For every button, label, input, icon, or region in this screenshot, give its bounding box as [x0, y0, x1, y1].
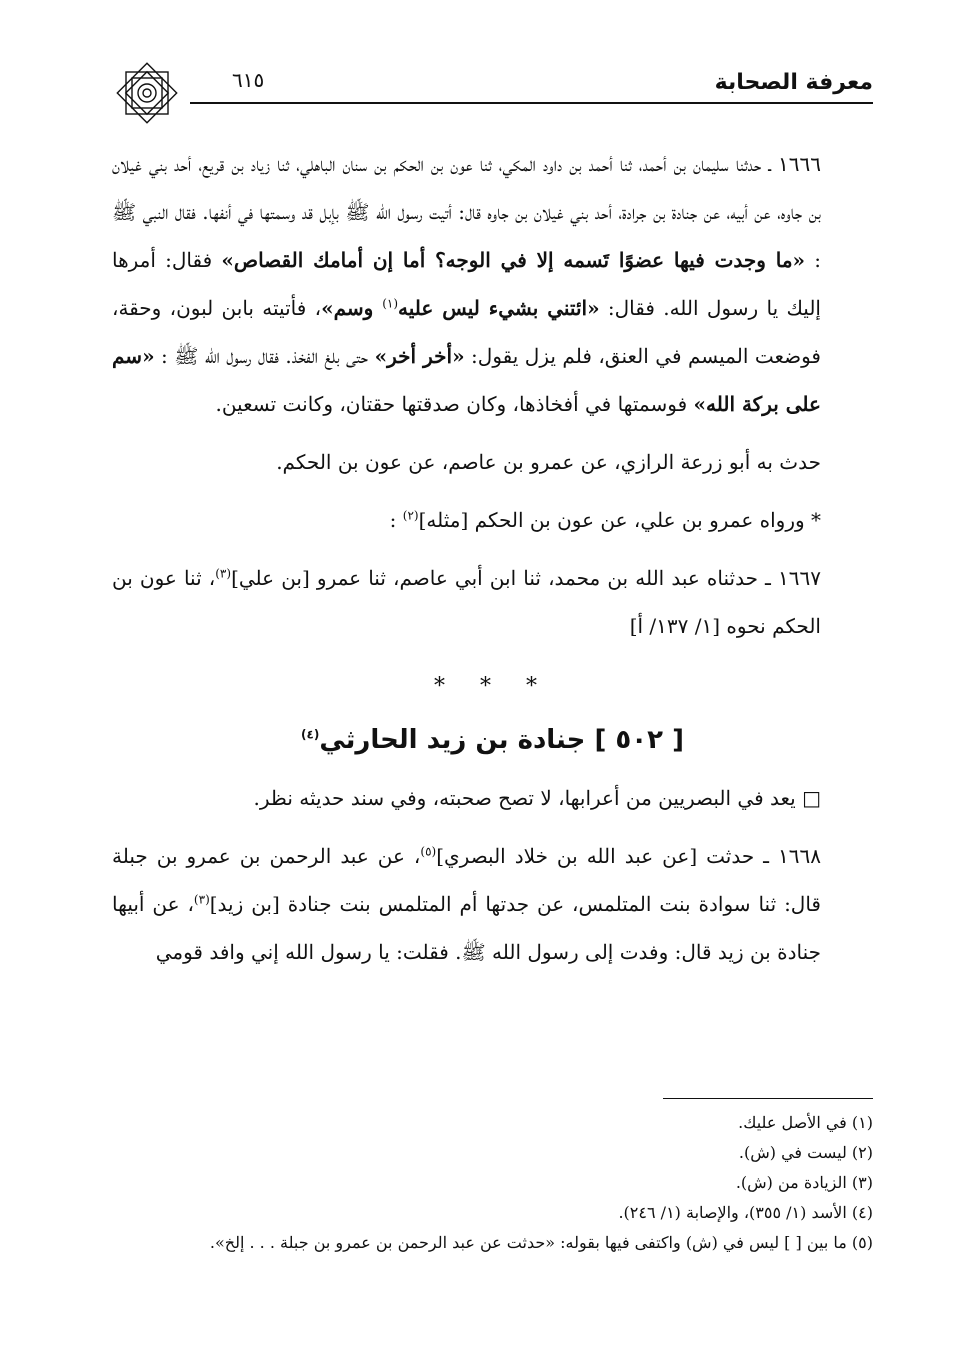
main-text	[112, 140, 873, 976]
footnote-4: (٤) الأسد (١/ ٣٥٥)، والإصابة (١/ ٢٤٦).	[618, 1203, 873, 1222]
section-intro: □ يعد في البصريين من أعرابها، لا تصح صحبته، وفي سند حديثه نظر.	[253, 786, 821, 810]
footnote-ref: (١)	[382, 296, 399, 311]
text-run: فقال: أمرها إليك يا رسول الله. فقال:	[112, 248, 821, 320]
footnote-1: (١) في الأصل عليك.	[738, 1113, 873, 1132]
section-separator: * * *	[434, 674, 551, 699]
text-run: ، عن أبيها جنادة بن زيد قال: وفدت إلى رسول الله ﷺ. فقلت: يا رسول الله إني وافد قومي	[112, 892, 821, 964]
footnote-2: (٢) ليست في (ش).	[738, 1143, 873, 1162]
page-number: ٦١٥	[232, 68, 265, 92]
footnote-rule	[663, 1098, 873, 1099]
footnotes	[112, 1108, 873, 1258]
hadith-1666	[112, 140, 873, 428]
text-run: ، ثنا عون بن الحكم نحوه [١/ ١٣٧/ أ]	[112, 566, 821, 638]
prophet-quote: «ما وجدت فيها عضوًا تَسمه إلا في الوجه؟ أما إن أمامك القصاص»	[221, 248, 806, 272]
narration-note: حدث به أبو زرعة الرازي، عن عمرو بن عاصم، عن عون بن الحكم.	[276, 450, 821, 474]
footnote-ref: (٣)	[215, 566, 232, 581]
text-run: ١٦٦٦ ـ حدثنا سليمان بن أحمد، ثنا أحمد بن داود المكي، ثنا عون بن الحكم بن سنان الباهلي، ثنا زياد بن قريع، أحد بني غيلان بن جاوه، عن أبيه، عن جنادة بن جرادة، أحد بني غيلان بن جاوه قال: أتيت رسول الله ﷺ بإبل قد وسمتها في أنفها. فقال النبي ﷺ :	[112, 152, 821, 272]
prophet-quote: «أخر أخر»	[374, 344, 465, 368]
footnote-ref: (٢)	[402, 508, 419, 523]
hadith-1668	[112, 832, 873, 976]
text-run: حتى بلغ الفخذ. فقال رسول الله ﷺ :	[154, 344, 375, 368]
text-run: * ورواه عمرو بن علي، عن عون بن الحكم [مثله]	[418, 508, 821, 532]
narration-note-2	[112, 496, 873, 544]
text-run: :	[389, 508, 403, 532]
star-ornament-icon	[112, 58, 182, 128]
hadith-1667	[112, 554, 873, 650]
footnote-3: (٣) الزيادة من (ش).	[735, 1173, 873, 1192]
footnote-5: (٥) ما بين [ ] ليس في (ش) واكتفى فيها بقوله: «حدثت عن عبد الرحمن بن عمرو بن جبلة . . . إلخ».	[209, 1233, 873, 1252]
text-run: ، عن عبد الرحمن بن عمرو بن جبلة قال: ثنا سوادة بنت المتلمس، عن جدتها أم المتلمس بنت جنادة [بن زيد]	[112, 844, 821, 916]
footnote-ref: (٣)	[193, 892, 210, 907]
text-run: ١٦٦٨ ـ حدثت [عن عبد الله بن خلاد البصري]	[436, 844, 821, 868]
prophet-quote: «سم على بركة الله»	[112, 344, 821, 416]
header-rule	[190, 102, 873, 104]
section-heading	[112, 718, 873, 762]
running-title: معرفة الصحابة	[714, 70, 873, 95]
footnote-ref: (٥)	[420, 844, 437, 859]
footnote-ref: (٤)	[301, 727, 320, 742]
prophet-quote: وسم»	[321, 296, 383, 320]
text-run: ١٦٦٧ ـ حدثناه عبد الله بن محمد، ثنا ابن أبي عاصم، ثنا عمرو [بن علي]	[231, 566, 822, 590]
heading-text: [ ٥٠٢ ] جنادة بن زيد الحارثي	[319, 725, 684, 755]
text-run: ، فأتيته بابن لبون، وحقة، فوضعت الميسم في العنق، فلم يزل يقول:	[112, 296, 821, 368]
text-run: فوسمتها في أفخاذها، وكان صدقتها حقتان، وكانت تسعين.	[215, 392, 694, 416]
prophet-quote: «ائتني بشيء ليس عليه	[398, 296, 600, 320]
page-header	[112, 58, 873, 128]
